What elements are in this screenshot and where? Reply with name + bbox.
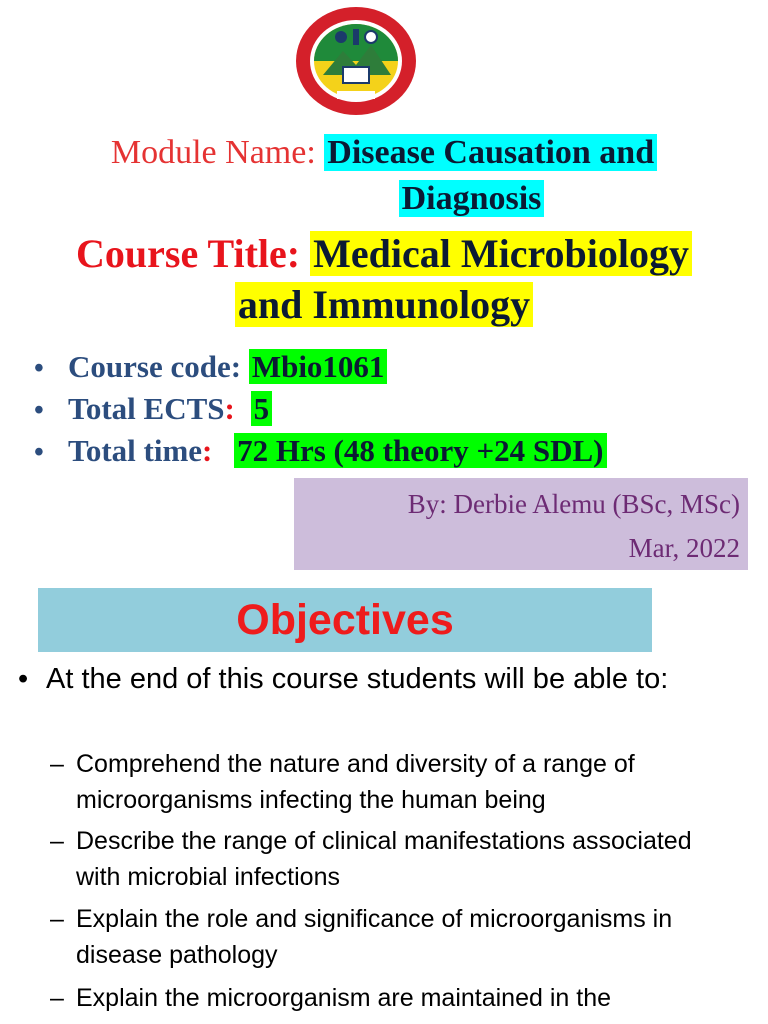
objective-text: Explain the microorganism are maintained in the	[76, 984, 611, 1012]
detail-label: Total time	[68, 433, 203, 468]
detail-label: Total ECTS	[68, 391, 225, 426]
course-title-value-2: and Immunology	[235, 282, 533, 327]
module-name-line	[0, 131, 768, 175]
list-item	[50, 980, 740, 1016]
detail-separator: :	[230, 349, 242, 384]
bullet-icon: •	[18, 663, 29, 695]
college-seal-icon	[293, 5, 419, 117]
detail-value: 72 Hrs (48 theory +24 SDL)	[234, 433, 606, 468]
list-item	[50, 746, 740, 818]
intro-text: At the end of this course students will be able to:	[46, 663, 669, 695]
course-title-line-2	[0, 280, 768, 330]
detail-separator: :	[202, 433, 213, 468]
detail-value: 5	[251, 391, 273, 426]
course-title-line	[0, 229, 768, 279]
date-text: Mar, 2022	[628, 533, 740, 563]
detail-label: Course code	[68, 349, 231, 384]
module-name-value: Disease Causation and	[324, 134, 657, 171]
bullet-icon: •	[34, 437, 44, 468]
objective-text: Describe the range of clinical manifestations associated with microbial infections	[76, 827, 692, 891]
bullet-icon: •	[34, 395, 44, 426]
course-title-label: Course Title:	[76, 231, 301, 276]
list-item	[34, 346, 607, 388]
list-item	[34, 430, 607, 472]
dash-icon: –	[50, 984, 64, 1012]
objective-text: Comprehend the nature and diversity of a range of microorganisms infecting the human being	[76, 750, 635, 814]
course-title-value: Medical Microbiology	[310, 231, 692, 276]
objectives-heading: Objectives	[38, 588, 652, 652]
detail-value: Mbio1061	[249, 349, 388, 384]
module-name-value-2: Diagnosis	[399, 180, 545, 217]
objective-text: Explain the role and significance of microorganisms in disease pathology	[76, 905, 673, 969]
dash-icon: –	[50, 905, 64, 933]
bullet-icon: •	[34, 353, 44, 384]
dash-icon: –	[50, 827, 64, 855]
byline-box	[294, 478, 748, 570]
module-name-label: Module Name:	[110, 134, 316, 171]
dash-icon: –	[50, 750, 64, 778]
course-details-list	[34, 346, 607, 472]
author-name: By: Derbie Alemu (BSc, MSc)	[407, 489, 740, 519]
detail-separator: :	[224, 391, 235, 426]
module-name-line-2	[0, 177, 768, 221]
objectives-intro	[18, 660, 748, 698]
list-item	[50, 823, 740, 895]
list-item	[50, 901, 740, 973]
list-item	[34, 388, 607, 430]
